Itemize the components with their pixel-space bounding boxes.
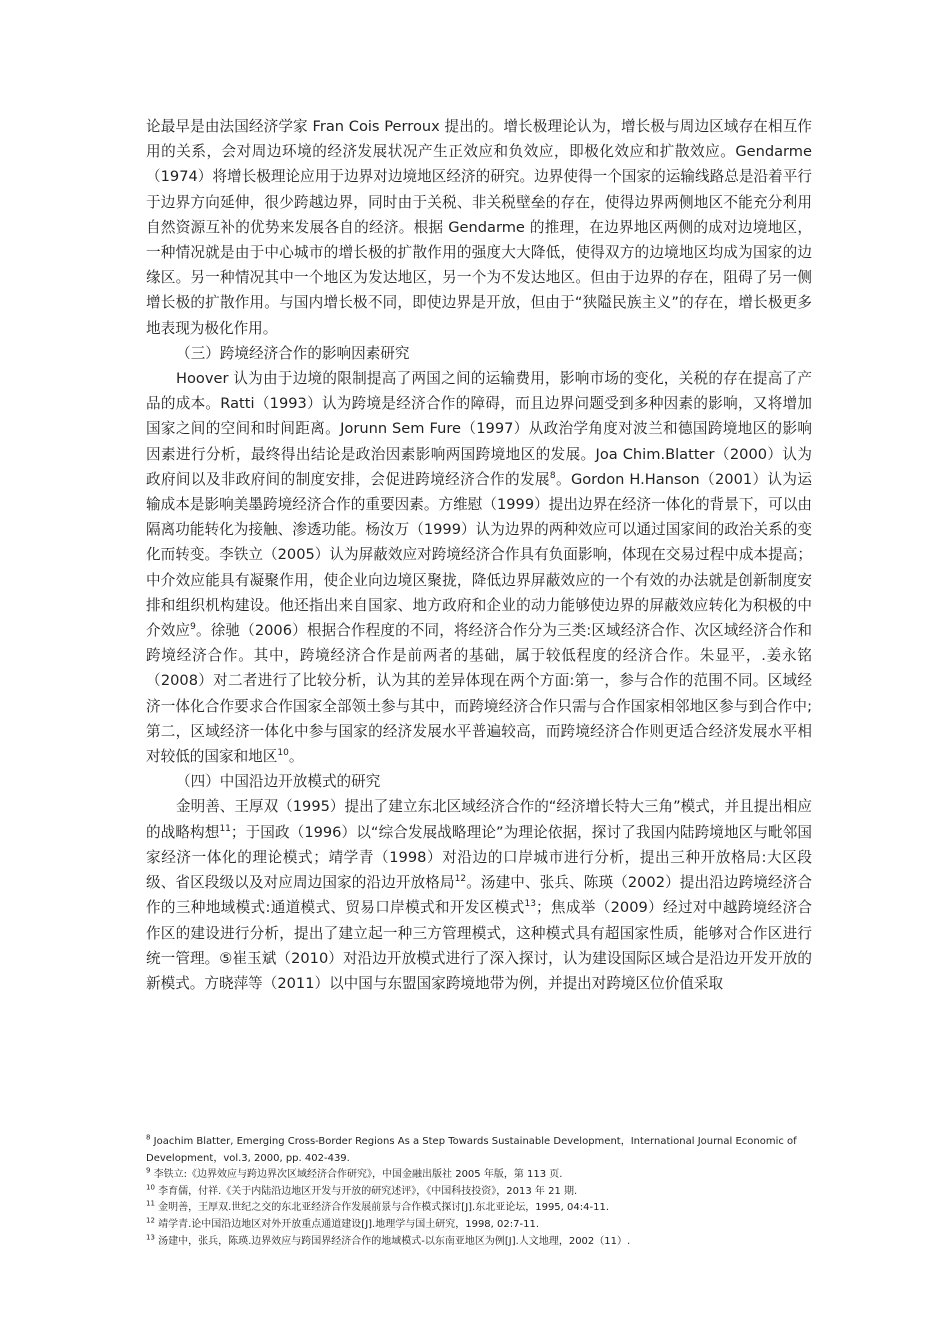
section-heading-open-modes: （四）中国沿边开放模式的研究 [176, 773, 381, 791]
paragraph-growth-pole: 论最早是由法国经济学家 Fran Cois Perroux 提出的。增长极理论认为，增长极与周边区域存在相互作用的关系，会对周边环境的经济发展状况产生正效应和负效应，即极化效应和扩散效应。Gendarme（1974）将增长极理论应用于边界对边境地区经济的研究。边界使得一个国家的运输线路总是沿着平行于边界方向延伸，很少跨越边界，同时由于关税、非关税壁垒的存在，使得边界两侧地区不能充分利用自然资源互补的优势来发展各自的经济。根据 Gendarme 的推理，在边界地区两侧的成对边境地区，一种情况就是由于中心城市的增长极的扩散作用的强度大大降低，使得双方的边境地区均成为国家的边缘区。另一种情况其中一个地区为发达地区，另一个为不发达地区。但由于边界的存在，阻碍了另一侧增长极的扩散作用。与国内增长极不同，即使边界是开放，但由于“狭隘民族主义”的存在，增长极更多地表现为极化作用。 [146, 118, 812, 337]
footnote-ref-13[interactable]: 13 [524, 899, 536, 910]
footnote-8: $^8$ Joachim Blatter, Emerging Cross-Border Regions As a Step Towards Sustainable Development，International Journal Economic of Development，vol.3, 2000, pp. 402-439. [146, 1133, 797, 1164]
footnote-9: $^9$ 李铁立:《边界效应与跨边界次区域经济合作研究》，中国金融出版社 2005 年版，第 113 页. [146, 1166, 563, 1181]
footnote-12: $^{12}$ 靖学青.论中国沿边地区对外开放重点通道建设[J].地理学与国土研究，1998, 02:7-11. [146, 1216, 539, 1230]
footnote-11: $^{11}$ 金明善，王厚双.世纪之交的东北亚经济合作发展前景与合作模式探讨[J].东北亚论坛，1995, 04:4-11. [146, 1200, 609, 1214]
footnotes [146, 1134, 812, 1250]
footnote-ref-10[interactable]: 10 [277, 748, 289, 759]
paragraph-influencing-factors: Hoover 认为由于边境的限制提高了两国之间的运输费用，影响市场的变化，关税的存在提高了产品的成本。Ratti（1993）认为跨境是经济合作的障碍，而且边界问题受到多种因素的影响，又将增加国家之间的空间和时间距离。Jorunn Sem Fure（1997）从政治学角度对波兰和德国跨境地区的影响因素进行分析，最终得出结论是政治因素影响两国跨境地区的发展。Joa Chim.Blatter（2000）认为政府间以及非政府间的制度安排，会促进跨境经济合作的发展$^8$。Gordon H.Hanson（2001）认为运输成本是影响美墨跨境经济合作的重要因素。方维慰（1999）提出边界在经济一体化的背景下，可以由隔离功能转化为接触、渗透功能。杨汝万（1999）认为边界的两种效应可以通过国家间的政治关系的变化而转变。李铁立（2005）认为屏蔽效应对跨境经济合作具有负面影响，体现在交易过程中成本提高；中介效应能具有凝聚作用，使企业向边境区聚拢，降低边界屏蔽效应的一个有效的办法就是创新制度安排和组织机构建设。他还指出来自国家、地方政府和企业的动力能够使边界的屏蔽效应转化为积极的中介效应$^9$。徐驰（2006）根据合作程度的不同，将经济合作分为三类:区域经济合作、次区域经济合作和跨境经济合作。其中，跨境经济合作是前两者的基础，属于较低程度的经济合作。朱显平，.姜永铭（2008）对二者进行了比较分析，认为其的差异体现在两个方面:第一，参与合作的范围不同。区域经济一体化合作要求合作国家全部领土参与其中，而跨境经济合作只需与合作国家相邻地区参与到合作中;第二，区域经济一体化中参与国家的经济发展水平普遍较高，而跨境经济合作则更适合经济发展水平相对较低的国家和地区$^{10}$。 [146, 370, 812, 766]
section-heading-influencing-factors: （三）跨境经济合作的影响因素研究 [176, 344, 410, 362]
footnote-10: $^{10}$ 李育儒，付祥.《关于内陆沿边地区开发与开放的研究述评》，《中国科技投资》，2013 年 21 期. [146, 1183, 578, 1197]
footnote-13: $^{13}$ 汤建中，张兵，陈瑛.边界效应与跨国界经济合作的地域模式-以东南亚地区为例[J].人文地理，2002（11）. [146, 1233, 631, 1247]
paragraph-open-modes: 金明善、王厚双（1995）提出了建立东北区域经济合作的“经济增长特大三角”模式，并且提出相应的战略构想$^{11}$；于国政（1996）以“综合发展战略理论”为理论依据，探讨了我国内陆跨境地区与毗邻国家经济一体化的理论模式；靖学青（1998）对沿边的口岸城市进行分析，提出三种开放格局:大区段级、省区段级以及对应周边国家的沿边开放格局$^{12}$。汤建中、张兵、陈瑛（2002）提出沿边跨境经济合作的三种地域模式:通道模式、贸易口岸模式和开发区模式$^{13}$；焦成举（2009）经过对中越跨境经济合作区的建设进行分析，提出了建立起一种三方管理模式，这种模式具有超国家性质，能够对合作区进行统一管理。⑤崔玉斌（2010）对沿边开放模式进行了深入探讨，认为建设国际区域合是沿边开发开放的新模式。方晓萍等（2011）以中国与东盟国家跨境地带为例，并提出对跨境区位价值采取 [146, 798, 813, 992]
body-text [146, 114, 812, 996]
footnote-ref-8[interactable]: 8 [549, 470, 556, 481]
footnote-ref-12[interactable]: 12 [454, 874, 467, 885]
footnote-ref-9[interactable]: 9 [190, 622, 196, 633]
footnote-ref-11[interactable]: 11 [219, 823, 231, 834]
